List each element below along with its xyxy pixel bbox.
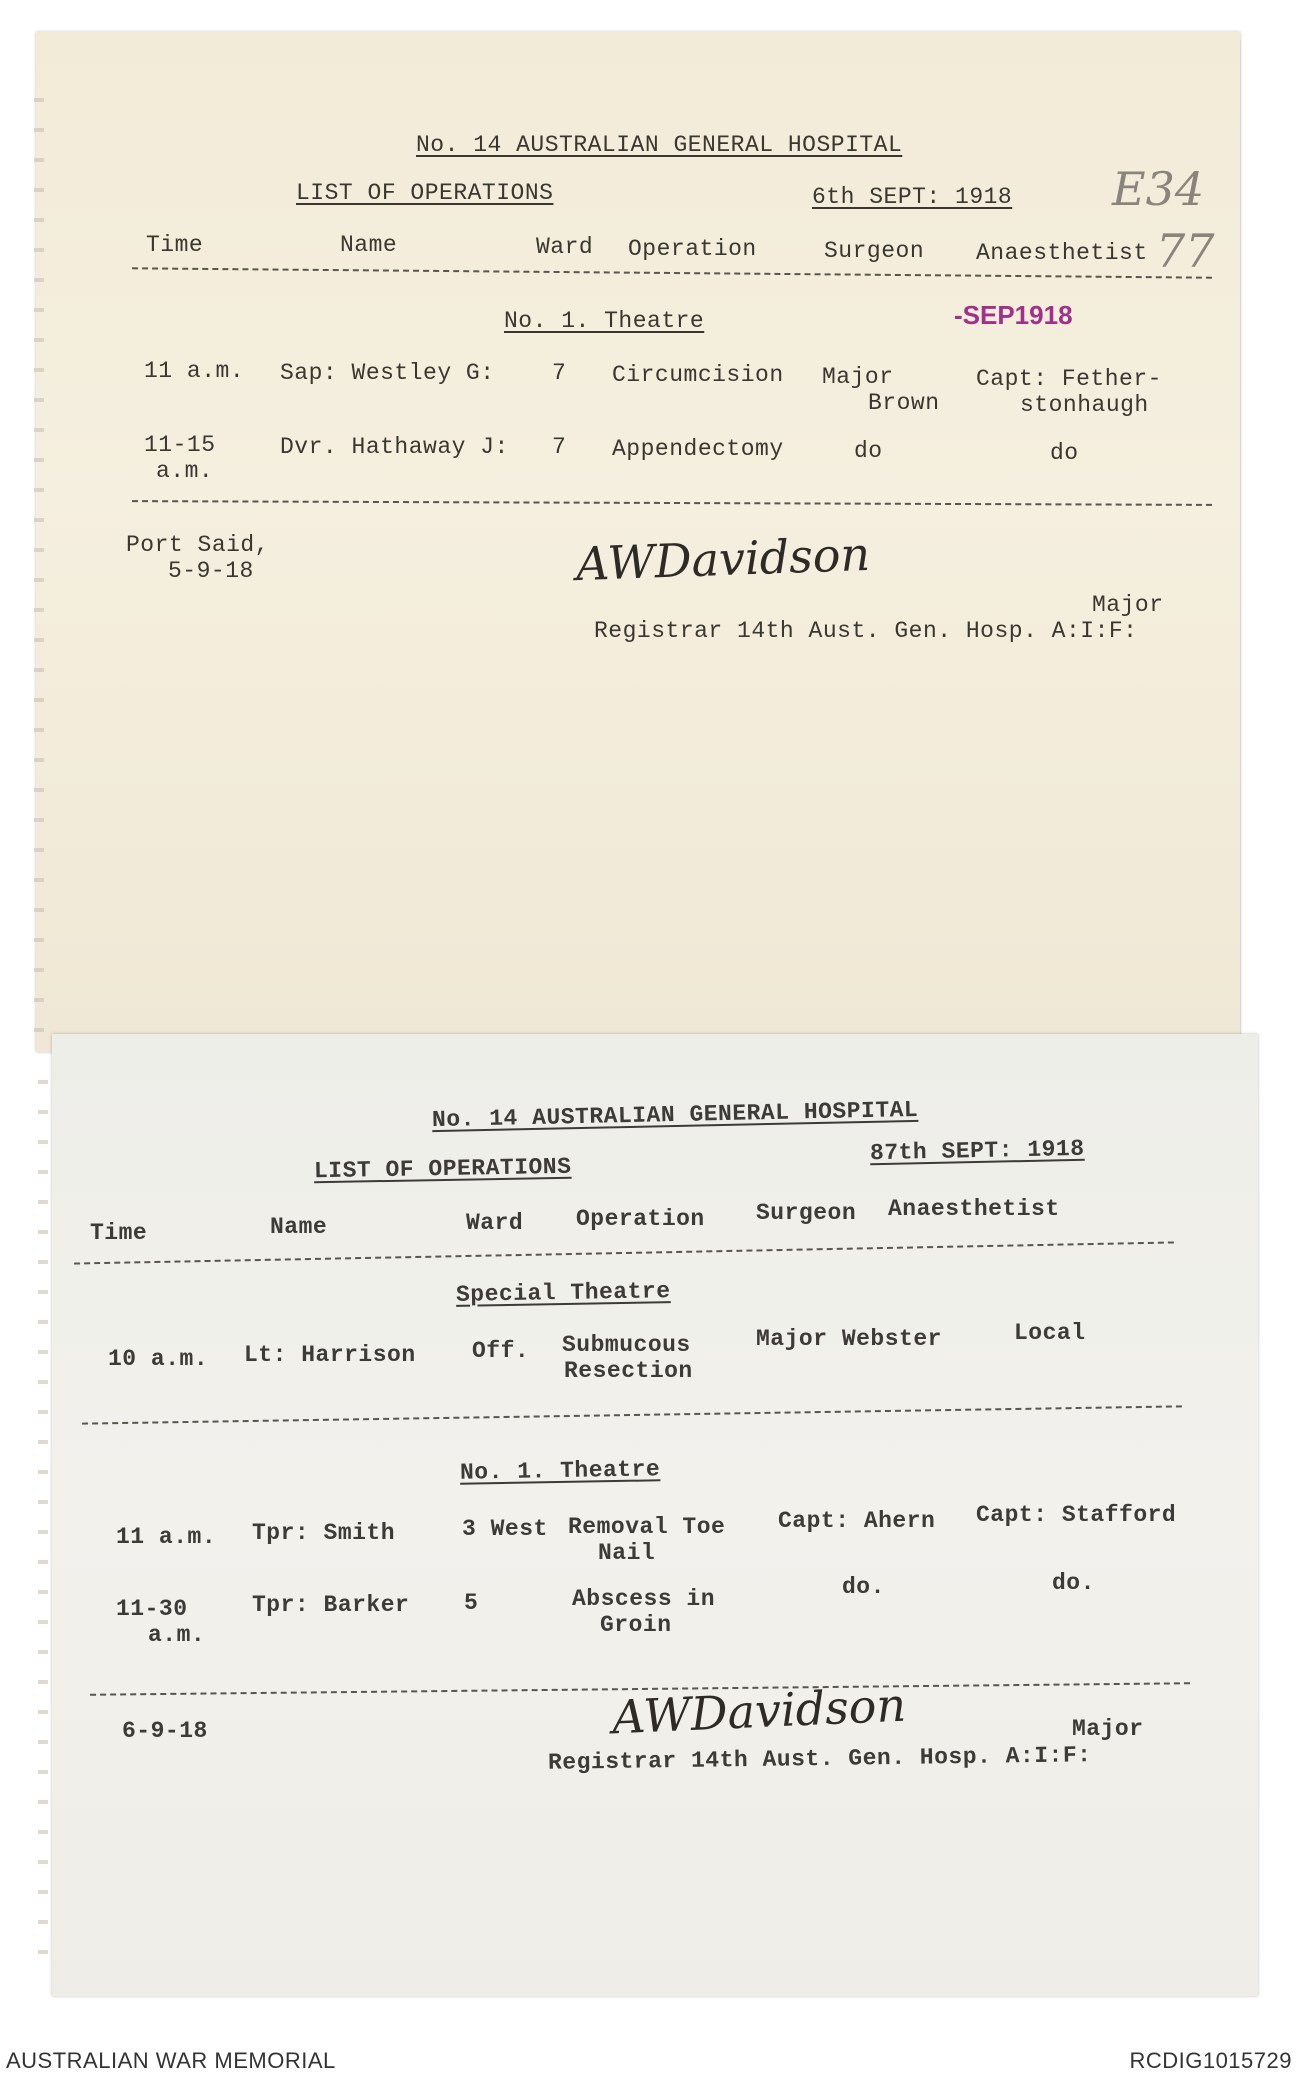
header-anaesthetist: Anaesthetist (888, 1196, 1060, 1222)
list-title: LIST OF OPERATIONS (313, 1153, 572, 1185)
row2-ward: 7 (552, 434, 567, 460)
row2-time-line2: a.m. (156, 458, 214, 484)
list-date: 6th SEPT: 1918 (812, 184, 1013, 210)
special-theatre-heading: Special Theatre (455, 1278, 671, 1308)
place: Port Said, (126, 532, 270, 558)
row1-name: Sap: Westley G: (280, 360, 495, 386)
header-ward: Ward (466, 1210, 524, 1236)
special-divider (82, 1405, 1182, 1424)
perforation-edge (38, 1054, 48, 1974)
row2-anaesthetist: do. (1052, 1570, 1095, 1596)
row2-time-line2: a.m. (148, 1622, 206, 1648)
header-operation: Operation (576, 1206, 705, 1232)
row2-operation: Abscess in (572, 1586, 716, 1612)
date-stamp: -SEP1918 (954, 300, 1073, 330)
header-surgeon: Surgeon (824, 238, 925, 264)
body-divider (132, 500, 1212, 506)
row1-ward: 7 (552, 360, 567, 386)
perforation-edge (34, 72, 44, 1032)
header-surgeon: Surgeon (756, 1200, 857, 1226)
header-ward: Ward (536, 234, 594, 260)
header-time: Time (146, 232, 204, 258)
special-row1-name: Lt: Harrison (244, 1342, 416, 1368)
theatre-heading: No. 1. Theatre (459, 1456, 661, 1486)
header-anaesthetist: Anaesthetist (976, 240, 1148, 266)
header-name: Name (270, 1214, 328, 1240)
special-row1-surgeon: Major Webster (756, 1326, 942, 1352)
row1-ward: 3 West (462, 1516, 548, 1542)
signature: AWDavidson (610, 1677, 908, 1745)
row1-name: Tpr: Smith (252, 1520, 396, 1546)
row1-surgeon: Capt: Ahern (778, 1508, 936, 1534)
row1-anaesthetist-line2: stonhaugh (1020, 392, 1149, 418)
signature: AWDavidson (575, 526, 871, 592)
list-title: LIST OF OPERATIONS (296, 180, 554, 206)
row1-operation: Circumcision (612, 362, 784, 388)
header-divider (132, 267, 1212, 278)
header-divider (74, 1241, 1174, 1264)
pencil-reference-bottom: 77 (1156, 224, 1215, 278)
registrar-line: Registrar 14th Aust. Gen. Hosp. A:I:F: (594, 618, 1138, 644)
row2-operation: Appendectomy (612, 436, 784, 462)
archive-credit: AUSTRALIAN WAR MEMORIAL (6, 2048, 336, 2073)
row2-name: Dvr. Hathaway J: (280, 434, 509, 460)
row1-surgeon: Major (822, 364, 894, 390)
rank: Major (1092, 592, 1164, 618)
row1-operation-line2: Nail (598, 1540, 656, 1566)
row1-anaesthetist: Capt: Stafford (976, 1502, 1177, 1528)
row2-operation-line2: Groin (600, 1612, 672, 1638)
special-row1-ward: Off. (472, 1338, 530, 1364)
archive-id: RCDIG1015729 (1129, 2048, 1292, 2073)
row2-time: 11-30 (116, 1596, 188, 1622)
hospital-heading: No. 14 AUSTRALIAN GENERAL HOSPITAL (431, 1096, 919, 1134)
operations-sheet-1 (36, 32, 1240, 1052)
row1-anaesthetist: Capt: Fether- (976, 366, 1162, 392)
special-row1-time: 10 a.m. (108, 1346, 209, 1372)
registrar-line: Registrar 14th Aust. Gen. Hosp. A:I:F: (547, 1742, 1092, 1776)
row2-ward: 5 (464, 1590, 479, 1616)
row1-time: 11 a.m. (144, 358, 245, 384)
place-date: 6-9-18 (122, 1718, 208, 1744)
list-date: 87th SEPT: 1918 (869, 1135, 1085, 1167)
row1-operation: Removal Toe (568, 1514, 726, 1540)
header-time: Time (90, 1220, 148, 1246)
rank: Major (1072, 1716, 1144, 1742)
hospital-heading: No. 14 AUSTRALIAN GENERAL HOSPITAL (416, 132, 903, 158)
place-date: 5-9-18 (168, 558, 254, 584)
special-row1-anaesthetist: Local (1014, 1320, 1086, 1346)
row2-surgeon: do (854, 438, 883, 464)
row2-anaesthetist: do (1050, 440, 1079, 466)
operations-sheet-2 (52, 1034, 1258, 1996)
row2-surgeon: do. (842, 1574, 885, 1600)
special-row1-operation-line2: Resection (564, 1358, 693, 1384)
row2-name: Tpr: Barker (252, 1592, 410, 1618)
row2-time: 11-15 (144, 432, 216, 458)
pencil-reference-top: E34 (1112, 162, 1205, 216)
special-row1-operation: Submucous (562, 1332, 691, 1358)
theatre-heading: No. 1. Theatre (504, 308, 705, 334)
header-name: Name (340, 232, 398, 258)
row1-time: 11 a.m. (116, 1524, 217, 1550)
row1-surgeon-line2: Brown (868, 390, 940, 416)
header-operation: Operation (628, 236, 757, 262)
